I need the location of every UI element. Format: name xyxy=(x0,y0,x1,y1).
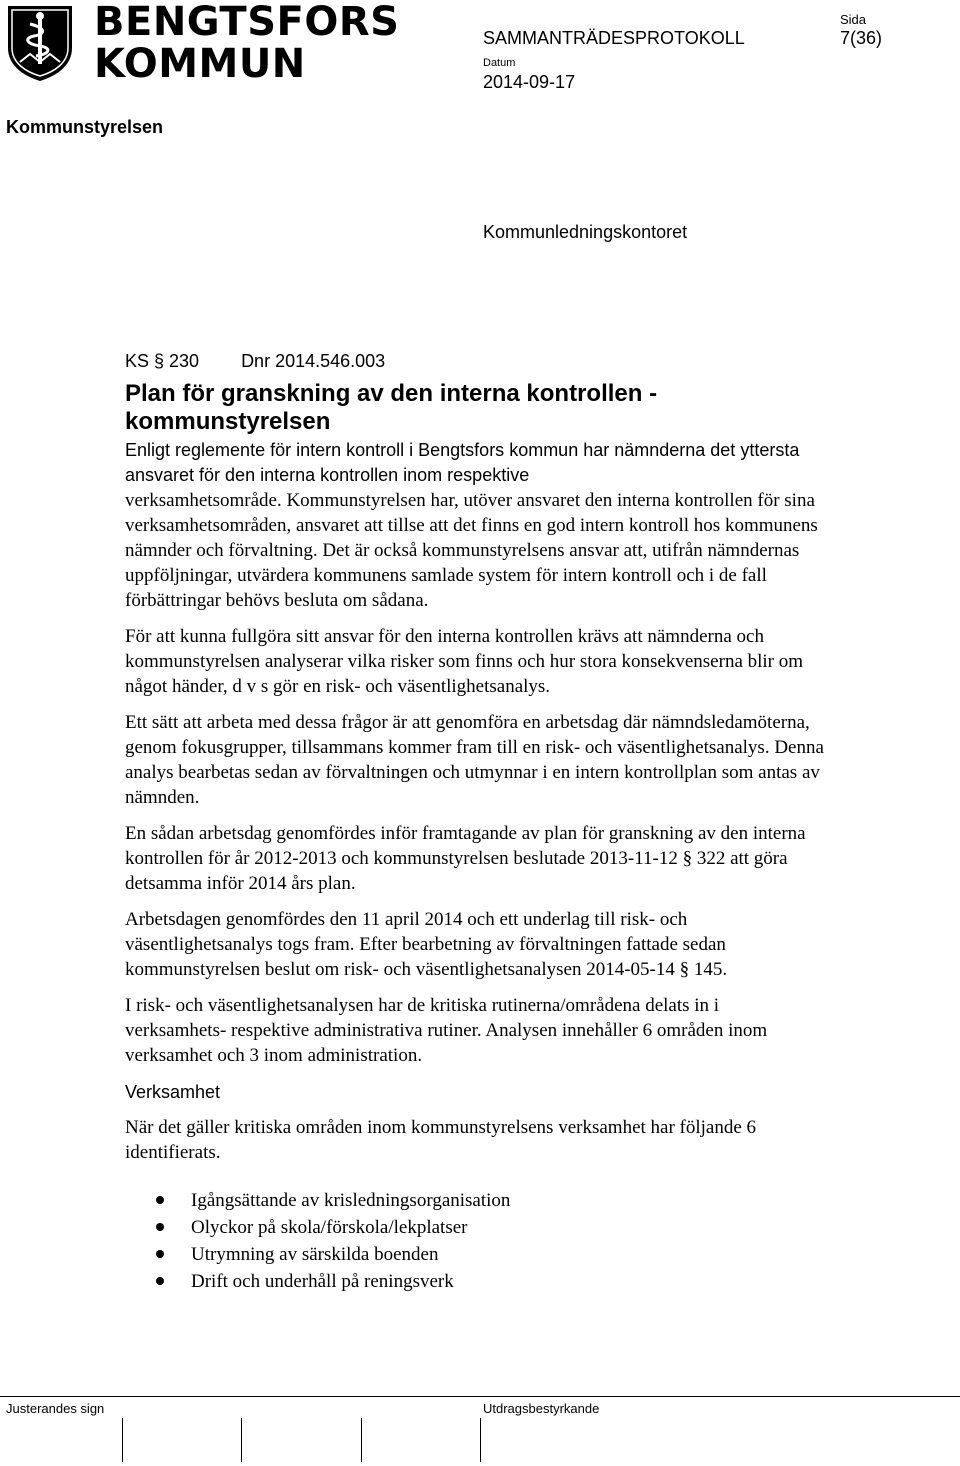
justerandes-sign-label: Justerandes sign xyxy=(6,1401,105,1416)
meeting-date: 2014-09-17 xyxy=(483,72,576,92)
paragraph-4: En sådan arbetsdag genomfördes inför framtagande av plan för granskning av den interna kontrollen för år 2012-2013 och kommunstyrelsen beslutade 2013-11-12 § 322 att göra detsamma inför 2014 års plan. xyxy=(125,823,806,894)
paragraph-3: Ett sätt att arbeta med dessa frågor är att genomföra en arbetsdag där nämndsledamöterna, genom fokusgrupper, tillsammans kommer fram till en risk- och väsentlighetsanalys. Denna analys bearbetas sedan av förvaltningen och utmynnar i en intern kontrollplan som antas av nämnden. xyxy=(125,712,824,808)
list-item xyxy=(125,1187,825,1214)
date-label: Datum xyxy=(483,57,516,69)
list-item xyxy=(125,1241,825,1268)
paragraph-6: I risk- och väsentlighetsanalysen har de kritiska rutinerna/områdena delats in i verksamhets- respektive administrativa rutiner. Analysen innehåller 6 områden inom verksamhet och 3 inom administration. xyxy=(125,995,768,1066)
dnr-number: Dnr 2014.546.003 xyxy=(241,351,386,371)
bullet-icon xyxy=(156,1250,164,1258)
logo-line-2: KOMMUN xyxy=(94,41,306,87)
governing-body: Kommunstyrelsen xyxy=(6,117,164,137)
municipality-logo xyxy=(6,0,400,87)
list-item-text: Drift och underhåll på reningsverk xyxy=(191,1271,454,1292)
paragraph-5: Arbetsdagen genomfördes den 11 april 2014 och ett underlag till risk- och väsentlighetsanalys togs fram. Efter bearbetning av förvaltningen fattade sedan kommunstyrelsen beslut om risk- och väsentlighetsanalysen 2014-05-14 § 145. xyxy=(125,909,728,980)
ks-number: KS § 230 xyxy=(125,351,200,371)
list-item-text: Olyckor på skola/förskola/lekplatser xyxy=(191,1217,468,1238)
signature-box-divider xyxy=(480,1418,481,1462)
list-item-text: Utrymning av särskilda boenden xyxy=(191,1244,439,1265)
list-item-text: Igångsättande av krisledningsorganisation xyxy=(191,1190,511,1211)
intro-paragraph: När det gäller kritiska områden inom kommunstyrelsens verksamhet har följande 6 identifierats. xyxy=(125,1117,757,1163)
bullet-icon xyxy=(156,1223,164,1231)
paragraph-1: verksamhetsområde. Kommunstyrelsen har, utöver ansvaret den interna kontrollen för sina verksamhetsområden, ansvaret att tillse att det finns en god intern kontroll hos kommunens nämnder och förvaltning. Det är också kommunstyrelsens ansvar att, utifrån nämndernas uppföljningar, utvärdera kommunens samlade system för intern kontroll och i de fall förbättringar behövs besluta om sådana. xyxy=(125,490,818,611)
footer-divider xyxy=(0,1396,960,1397)
page-label: Sida xyxy=(840,12,867,27)
utdragsbestyrkande-label: Utdragsbestyrkande xyxy=(483,1401,600,1416)
coat-of-arms-icon xyxy=(6,4,74,82)
bullet-icon xyxy=(156,1277,164,1285)
logo-line-1: BENGTSFORS xyxy=(94,0,400,45)
signature-box-divider xyxy=(122,1418,123,1462)
list-item xyxy=(125,1268,825,1295)
paragraph-2: För att kunna fullgöra sitt ansvar för den interna kontrollen krävs att nämnderna och kommunstyrelsen analyserar vilka risker som finns och hur stora konsekvenserna blir om något händer, d v s gör en risk- och väsentlighetsanalys. xyxy=(125,626,804,697)
signature-box-divider xyxy=(241,1418,242,1462)
bullet-list xyxy=(125,1187,825,1295)
list-item xyxy=(125,1214,825,1241)
signature-footer xyxy=(0,1396,960,1466)
subheading: Verksamhet xyxy=(125,1082,221,1102)
section-heading: Plan för granskning av den interna kontrollen - kommunstyrelsen xyxy=(125,380,658,435)
document-title: SAMMANTRÄDESPROTOKOLL xyxy=(483,28,745,48)
bullet-icon xyxy=(156,1196,164,1204)
case-reference xyxy=(125,348,825,374)
signature-box-divider xyxy=(361,1418,362,1462)
document-content xyxy=(125,348,825,1295)
logo-wordmark xyxy=(94,2,399,86)
page-number: 7(36) xyxy=(840,28,883,48)
office-name: Kommunledningskontoret xyxy=(483,222,688,242)
lead-paragraph: Enligt reglemente för intern kontroll i Bengtsfors kommun har nämnderna det yttersta ansvaret för den interna kontrollen inom respektive xyxy=(125,440,800,485)
